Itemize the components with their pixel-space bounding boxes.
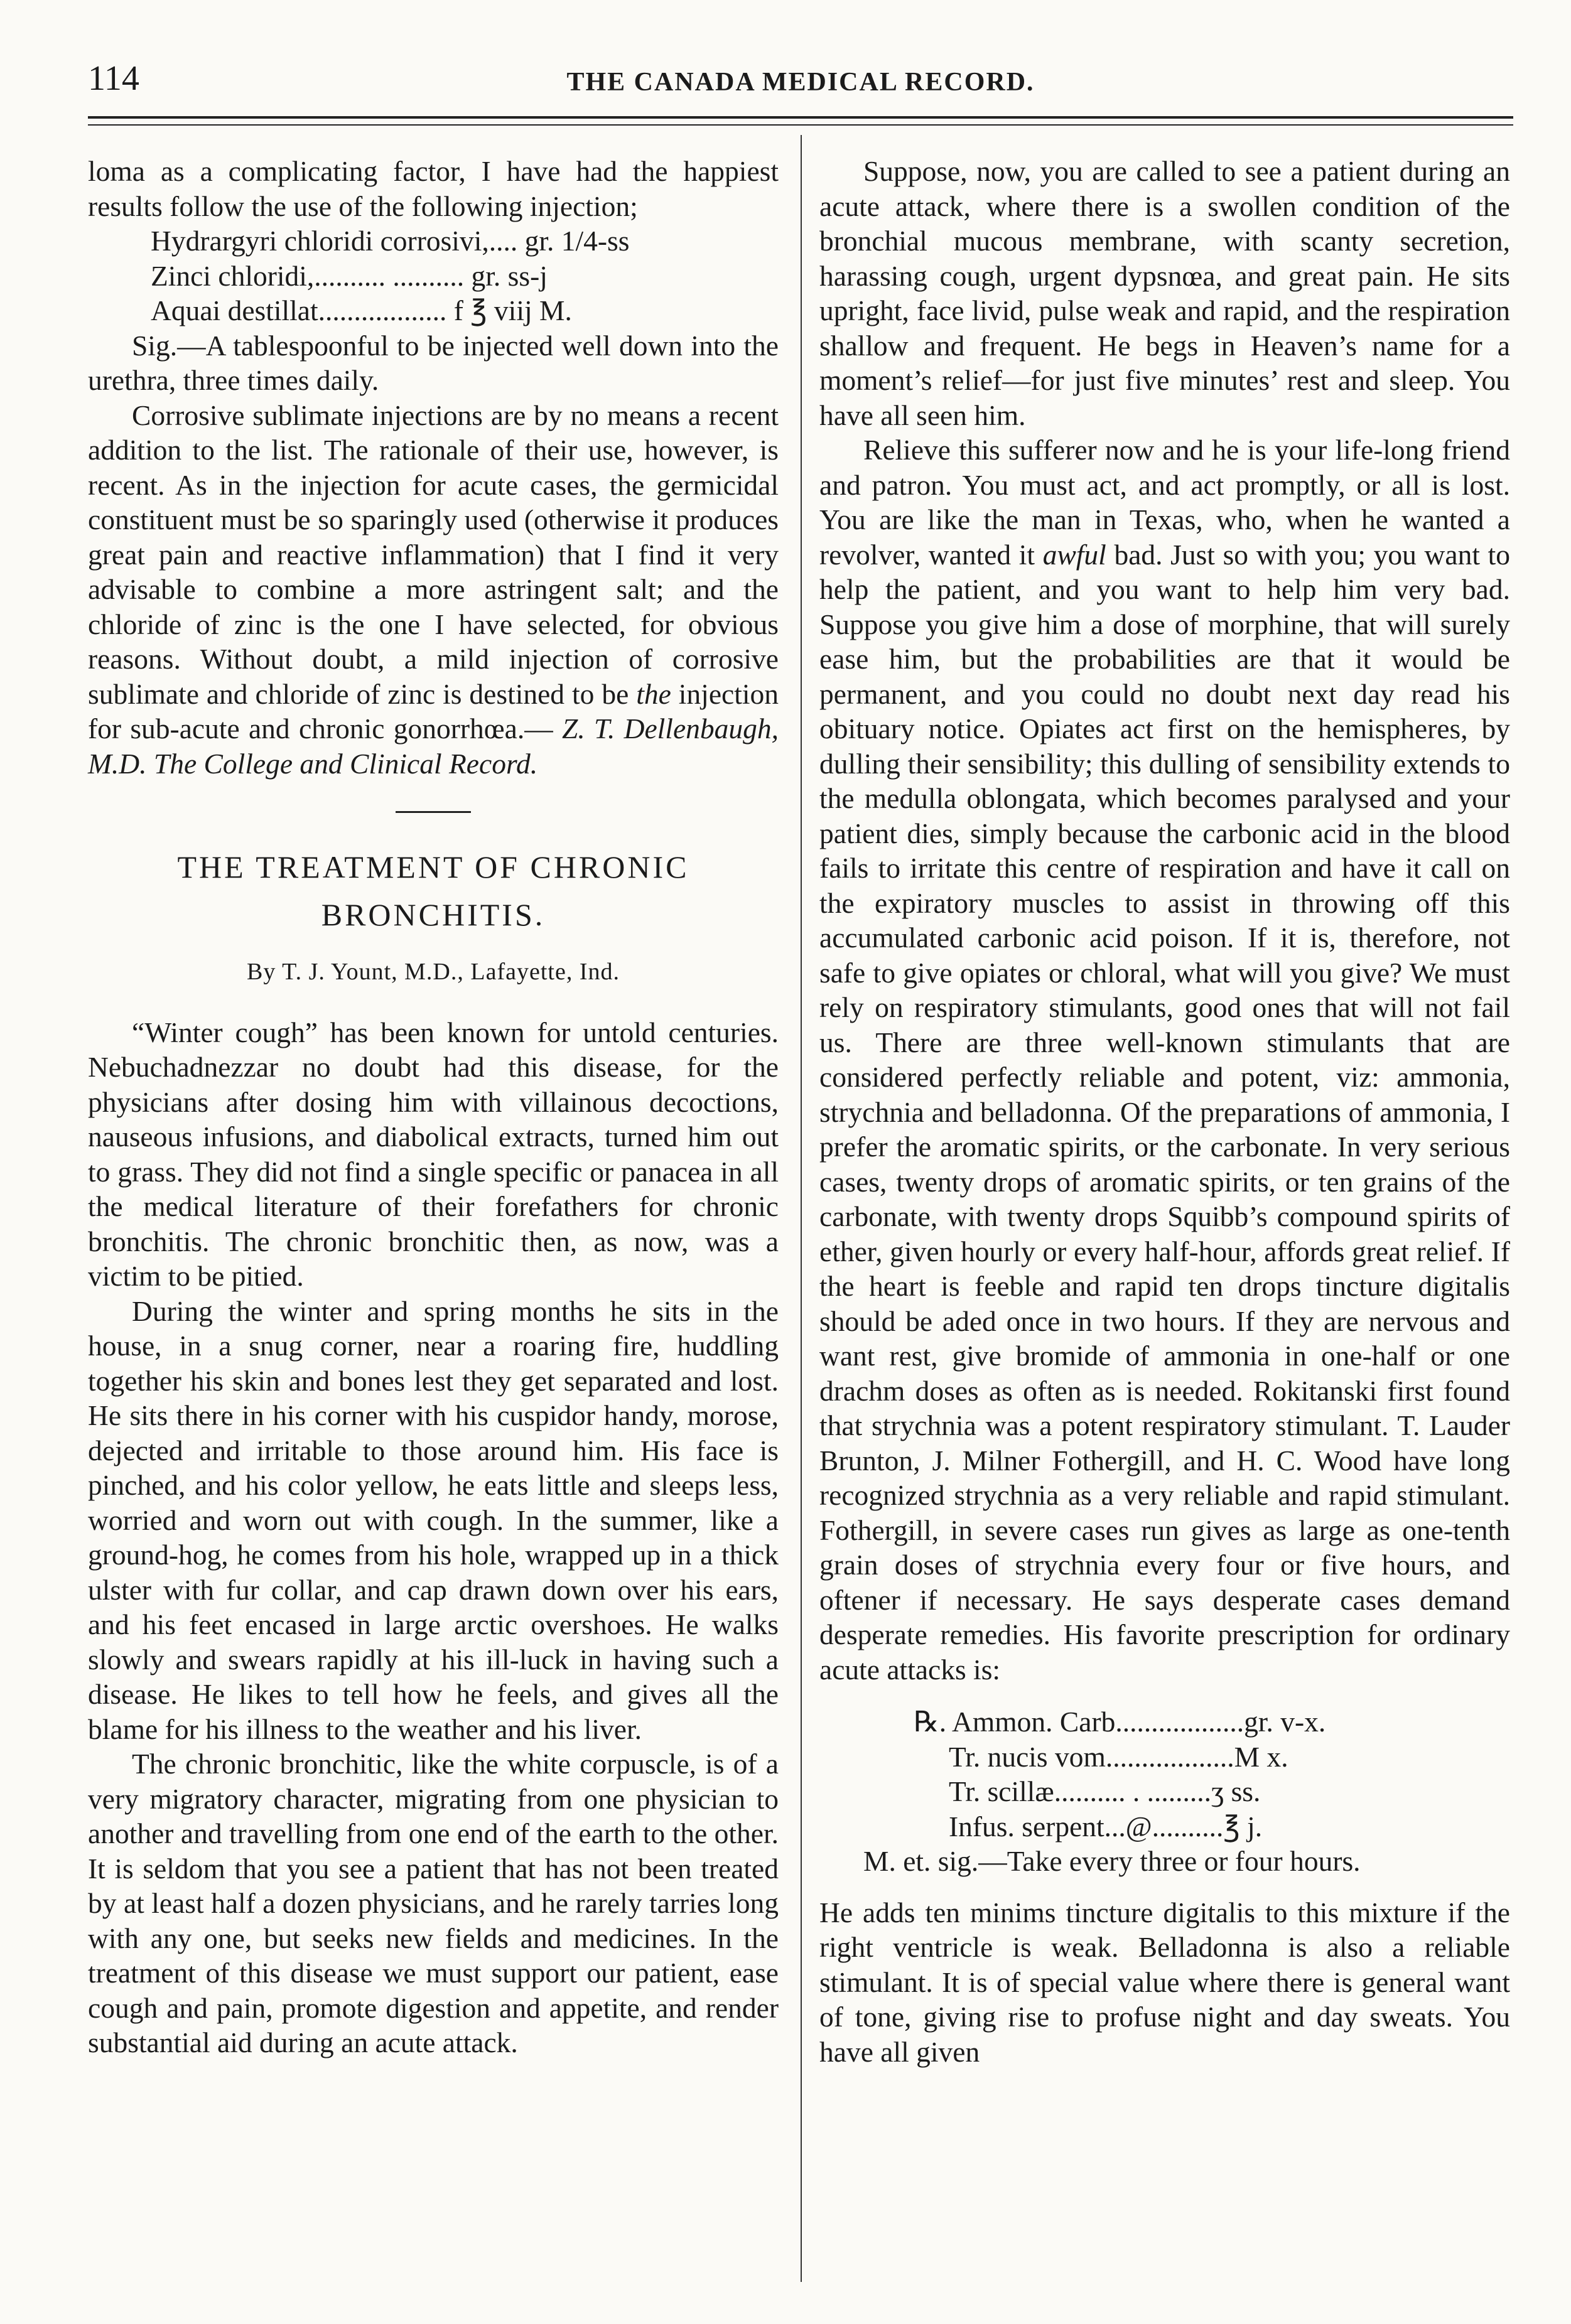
intro-paragraph: loma as a complicating factor, I have had the happiest results follow the use of the following injection; [88, 155, 779, 222]
rx-line: ℞. Ammon. Carb..................gr. v-x. [914, 1706, 1326, 1738]
header-rule-thin [88, 124, 1513, 126]
sig-paragraph: Sig.—A tablespoonful to be injected well down into the urethra, three times daily. [88, 329, 779, 396]
relieve-text-b: bad. Just so with you; you want to help the patient, and you want to help him very bad. Suppose you give him a dose of morphine, that will surely ease him, but the probabilities are that it would be permanent, and you could no doubt next day read his obituary notice. Opiates act first on the hemispheres, by dulling their sensibility; this dulling of sensibility extends to the medulla oblongata, which becomes paralysed and your patient dies, simply because the carbonic acid in the blood fails to irritate this centre of respiration and have it call on the expiratory muscles to assist in throwing off this accumulated carbonic acid poison. If it is, therefore, not safe to give opiates or chloral, what will you give? We must rely on respiratory stimulants, good ones that will not fail us. There are three well-known stimulants that are considered perfectly reliable and potent, viz: ammonia, strychnia and belladonna. Of the preparations of ammonia, I prefer the aromatic spirits, or the carbonate. In very serious cases, twenty drops of aromatic spirits, or ten grains of the carbonate, with twenty drops Squibb’s compound spirits of ether, given hourly or every half-hour, affords great relief. If the heart is feeble and rapid ten drops tincture digitalis should be aded once in two hours. If they are nervous and want rest, give bromide of ammonia in one-half or one drachm doses as often as is needed. Rokitanski first found that strychnia was a potent respiratory stimulant. T. Lauder Brunton, J. Milner Fothergill, and H. C. Wood have long recognized strychnia as a very reliable and rapid stimulant. Fothergill, in severe cases run gives as large as one-tenth grain doses of strychnia every four or five hours, and oftener if necessary. He says desperate cases demand desperate remedies. His favorite prescription for ordinary acute attacks is: [819, 538, 1511, 1686]
rx-line: Infus. serpent...@..........℥ j. [949, 1810, 1263, 1843]
relieve-text-a: Relieve this sufferer now and he is your life-long friend and patron. You must act, and act promptly, or all is lost. You are like the man in Texas, who, when he wanted a revolver, wanted it [819, 434, 1510, 571]
rx-directions: M. et. sig.—Take every three or four hours. [863, 1845, 1361, 1877]
suppose-paragraph: Suppose, now, you are called to see a patient during an acute attack, where there is a swollen condition of the bronchial mucous membrane, with scanty secretion, harassing cough, urgent dypsnœa, and great pain. He sits upright, face livid, pulse weak and rapid, and the respiration shallow and frequent. He begs in Heaven’s name for a moment’s relief—for just five minutes’ rest and sleep. You have all seen him. [819, 155, 1510, 431]
chronic-bronchitic-paragraph: The chronic bronchitic, like the white corpuscle, is of a very migratory character, migrating from one physician to another and travelling from one end of the earth to the other. It is seldom that you see a patient that has not been treated by at least half a dozen physicians, and he rarely tarries long with any one, but seeks new fields and medicines. In the treatment of this disease we must support our patient, ease cough and pain, promote digestion and appetite, and render substantial aid during an acute attack. [88, 1748, 779, 2058]
corrosive-text: Corrosive sublimate injections are by no means a recent addition to the list. The rationale of their use, however, is recent. As in the injection for acute cases, the germicidal constituent must be so sparingly used (otherwise it produces great pain and reactive inflammation) that I find it very advisable to combine a more astringent salt; and the chloride of zinc is the one I have selected, for obvious reasons. Without doubt, a mild injection of corrosive sublimate and chloride of zinc is destined to be [88, 399, 779, 710]
during-winter-paragraph: During the winter and spring months he sits in the house, in a snug corner, near a roaring fire, huddling together his skin and bones lest they get separated and lost. He sits there in his corner with his cuspidor handy, morose, dejected and irritable to those around him. His face is pinched, and his color yellow, he eats little and sleeps less, worried and worn out with cough. In the summer, like a ground-hog, he comes from his hole, wrapped up in a thick ulster with fur collar, and cap drawn down over his ears, and his feet encased in large arctic overshoes. He walks slowly and swears rapidly at his ill-luck in having such a disease. He likes to tell how he feels, and gives all the blame for his illness to the weather and his liver. [88, 1294, 779, 1745]
relieve-paragraph [819, 433, 1510, 1687]
rx-line: Tr. nucis vom..................M x. [949, 1740, 1288, 1773]
prescription-fothergill [914, 1704, 1510, 1844]
section-separator [396, 811, 471, 813]
emphasis-the: the [636, 677, 671, 710]
winter-cough-paragraph: “Winter cough” has been known for untold centuries. Nebuchadnezzar no doubt had this disease, for the physicians after dosing him with villainous decoctions, nauseous infusions, and diabolical extracts, turned him out to grass. They did not find a single specific or panacea in all the medical literature of their forefathers for chronic bronchitis. The chronic bronchitic then, as now, was a victim to be pitied. [88, 1016, 779, 1292]
right-column [819, 154, 1510, 2069]
corrosive-tail: injection for sub-acute and chronic gonorrhœa.— [88, 677, 779, 745]
article-byline: By T. J. Yount, M.D., Lafayette, Ind. [247, 959, 620, 985]
corrosive-paragraph [88, 398, 779, 782]
rx-line: Aquai destillat.................. f ℥ viij M. [151, 294, 572, 326]
header-rule-thick [88, 116, 1513, 119]
prescription-injection [151, 223, 779, 328]
page-header [88, 50, 1513, 107]
adds-paragraph: He adds ten minims tincture digitalis to this mixture if the right ventricle is weak. Belladonna is also a reliable stimulant. It is of special value where there is general want of tone, giving rise to profuse night and day sweats. You have all given [819, 1896, 1510, 2068]
column-divider [801, 135, 802, 2282]
citation: Z. T. Dellenbaugh, M.D. The College and Clinical Record. [88, 713, 779, 780]
rx-line: Tr. scillæ.......... . .........ʒ ss. [949, 1775, 1261, 1807]
emphasis-awful: awful [1042, 538, 1106, 571]
rx-line: Hydrargyri chloridi corrosivi,.... gr. 1/4-ss [151, 225, 630, 257]
rx-line: Zinci chloridi,.......... .......... gr. ss-j [151, 259, 548, 292]
page-number: 114 [88, 59, 139, 98]
article-title: THE TREATMENT OF CHRONIC BRONCHITIS. [177, 849, 689, 932]
running-title: THE CANADA MEDICAL RECORD. [566, 68, 1035, 97]
left-column [88, 154, 779, 2060]
